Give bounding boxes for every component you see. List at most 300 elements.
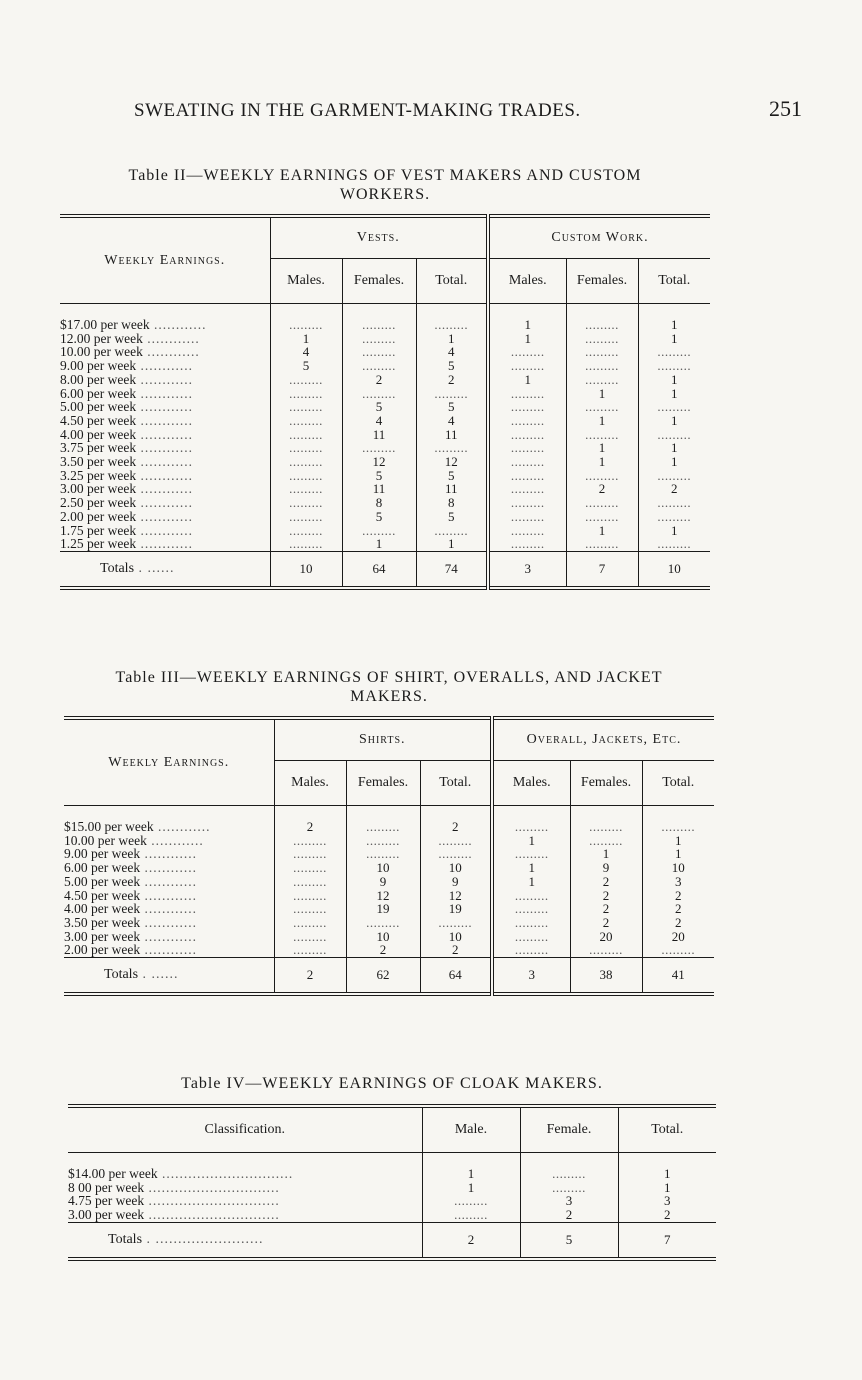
totals-row bbox=[68, 1222, 716, 1259]
table-row bbox=[60, 428, 710, 442]
table-cell: 1 bbox=[492, 861, 570, 875]
table-cell: 1 bbox=[492, 834, 570, 848]
table-cell: ......... bbox=[270, 455, 342, 469]
leader-dots: ............ bbox=[140, 914, 197, 930]
table-cell: ......... bbox=[638, 510, 710, 524]
table-cell: 1 bbox=[416, 332, 488, 346]
table3-caption-line2: MAKERS. bbox=[350, 688, 428, 705]
table-cell: ......... bbox=[570, 943, 642, 957]
spacer-cell bbox=[422, 1153, 520, 1168]
row-label-text: 3.25 per week bbox=[60, 467, 137, 483]
table-cell: 2 bbox=[570, 916, 642, 930]
leader-dots: ............ bbox=[136, 440, 193, 456]
table-cell: ......... bbox=[422, 1194, 520, 1208]
table-cell: 5 bbox=[342, 400, 416, 414]
table-row bbox=[64, 834, 714, 848]
row-label bbox=[60, 414, 270, 428]
table3 bbox=[64, 716, 714, 996]
table-cell: 10 bbox=[346, 930, 420, 944]
spacer-row bbox=[64, 806, 714, 821]
row-label-text: 9.00 per week bbox=[64, 846, 141, 862]
table-cell: ......... bbox=[270, 524, 342, 538]
leader-dots: . ...... bbox=[134, 561, 175, 577]
table-row bbox=[64, 875, 714, 889]
row-label bbox=[60, 441, 270, 455]
table-cell: 10 bbox=[642, 861, 714, 875]
table-cell: ......... bbox=[270, 469, 342, 483]
table4 bbox=[68, 1104, 716, 1261]
row-label bbox=[68, 1194, 422, 1208]
table-cell: 1 bbox=[638, 373, 710, 387]
row-label bbox=[64, 930, 274, 944]
leader-dots: . ........................ bbox=[142, 1231, 264, 1247]
table-cell: ......... bbox=[346, 847, 420, 861]
table-cell: 11 bbox=[416, 428, 488, 442]
row-label bbox=[60, 318, 270, 332]
table-row bbox=[60, 332, 710, 346]
leader-dots: ............ bbox=[136, 371, 193, 387]
leader-dots: ............ bbox=[140, 873, 197, 889]
table-cell: 1 bbox=[422, 1167, 520, 1181]
row-label-text: 4.00 per week bbox=[64, 901, 141, 917]
totals-cell: 2 bbox=[274, 958, 346, 995]
table-cell: 1 bbox=[570, 847, 642, 861]
totals-label-text: Totals bbox=[100, 561, 135, 577]
leader-dots: ............ bbox=[136, 508, 193, 524]
row-label-text: 1.25 per week bbox=[60, 536, 137, 552]
table-cell: 11 bbox=[416, 482, 488, 496]
row-label bbox=[60, 510, 270, 524]
table4-caption bbox=[68, 1074, 716, 1093]
spacer-cell bbox=[342, 304, 416, 319]
table-cell: ......... bbox=[492, 943, 570, 957]
table-cell: 1 bbox=[270, 332, 342, 346]
table-row bbox=[60, 524, 710, 538]
spacer-row bbox=[60, 304, 710, 319]
table3-row-header: Weekly Earnings. bbox=[64, 718, 274, 806]
table-cell: 5 bbox=[342, 510, 416, 524]
leader-dots: ............ bbox=[140, 928, 197, 944]
table-cell: ......... bbox=[270, 318, 342, 332]
running-head: SWEATING IN THE GARMENT-MAKING TRADES. bbox=[134, 100, 581, 121]
table-row bbox=[68, 1208, 716, 1222]
leader-dots: ............ bbox=[140, 942, 197, 958]
row-label-text: 3.00 per week bbox=[64, 928, 141, 944]
table-row bbox=[64, 889, 714, 903]
table2 bbox=[60, 214, 710, 590]
table-row bbox=[68, 1167, 716, 1181]
table-row bbox=[64, 916, 714, 930]
table-cell: 1 bbox=[642, 834, 714, 848]
table-cell: ......... bbox=[342, 345, 416, 359]
table-cell: ......... bbox=[270, 510, 342, 524]
table-cell: ......... bbox=[570, 820, 642, 834]
table-cell: 1 bbox=[566, 387, 638, 401]
table-cell: ......... bbox=[488, 359, 566, 373]
table3-group-overall-jackets: Overall, Jackets, Etc. bbox=[492, 718, 714, 761]
table-cell: ......... bbox=[270, 537, 342, 551]
table-row bbox=[64, 847, 714, 861]
totals-cell: 41 bbox=[642, 958, 714, 995]
table-cell: ......... bbox=[566, 428, 638, 442]
leader-dots: ............ bbox=[136, 522, 193, 538]
table-cell: ......... bbox=[488, 537, 566, 551]
table-cell: 3 bbox=[618, 1194, 716, 1208]
table-cell: 1 bbox=[488, 332, 566, 346]
table-cell: ......... bbox=[488, 414, 566, 428]
table-cell: 1 bbox=[566, 441, 638, 455]
table-cell: 2 bbox=[642, 902, 714, 916]
table-cell: 2 bbox=[416, 373, 488, 387]
table-cell: ......... bbox=[488, 441, 566, 455]
totals-row bbox=[64, 958, 714, 995]
spacer-cell bbox=[488, 304, 566, 319]
table-row bbox=[60, 537, 710, 551]
table-row bbox=[60, 387, 710, 401]
row-label-text: 10.00 per week bbox=[60, 344, 143, 360]
row-label bbox=[64, 847, 274, 861]
row-label-text: 6.00 per week bbox=[60, 385, 137, 401]
table-cell: ......... bbox=[642, 820, 714, 834]
table-cell: ......... bbox=[566, 469, 638, 483]
table-cell: 1 bbox=[638, 387, 710, 401]
row-label-text: $15.00 per week bbox=[64, 819, 154, 834]
table-cell: ......... bbox=[274, 889, 346, 903]
row-label-text: 4.50 per week bbox=[60, 412, 137, 428]
table-cell: ......... bbox=[342, 359, 416, 373]
leader-dots: . ...... bbox=[138, 967, 179, 983]
row-label bbox=[60, 345, 270, 359]
totals-cell: 10 bbox=[638, 551, 710, 588]
table-cell: 1 bbox=[488, 318, 566, 332]
table-cell: ......... bbox=[488, 469, 566, 483]
table4-caption-line1: Table IV—WEEKLY EARNINGS OF CLOAK MAKERS. bbox=[181, 1075, 603, 1092]
table-cell: ......... bbox=[416, 524, 488, 538]
row-label bbox=[68, 1181, 422, 1195]
table-cell: 2 bbox=[566, 482, 638, 496]
row-label-text: 3.50 per week bbox=[60, 454, 137, 470]
table-cell: ......... bbox=[270, 441, 342, 455]
row-label-text: 3.00 per week bbox=[60, 481, 137, 497]
table-cell: 1 bbox=[566, 455, 638, 469]
row-label-text: 1.75 per week bbox=[60, 522, 137, 538]
table-cell: 2 bbox=[420, 943, 492, 957]
spacer-cell bbox=[618, 1153, 716, 1168]
table-cell: ......... bbox=[270, 400, 342, 414]
table-cell: 19 bbox=[420, 902, 492, 916]
table-cell: 1 bbox=[618, 1181, 716, 1195]
table4-col-header: Female. bbox=[520, 1106, 618, 1153]
row-label-text: $17.00 per week bbox=[60, 317, 150, 332]
table-cell: 1 bbox=[488, 373, 566, 387]
table-cell: 20 bbox=[570, 930, 642, 944]
table-cell: 5 bbox=[416, 359, 488, 373]
row-label bbox=[64, 861, 274, 875]
row-label bbox=[64, 834, 274, 848]
table-cell: ......... bbox=[346, 834, 420, 848]
table-cell: ......... bbox=[270, 387, 342, 401]
table-cell: ......... bbox=[488, 455, 566, 469]
row-label bbox=[64, 889, 274, 903]
leader-dots: ............ bbox=[140, 846, 197, 862]
table-cell: 2 bbox=[420, 820, 492, 834]
table2-group-custom-work: Custom Work. bbox=[488, 216, 710, 259]
table-cell: ......... bbox=[342, 332, 416, 346]
table-cell: ......... bbox=[274, 902, 346, 916]
table-cell: ......... bbox=[416, 387, 488, 401]
table-cell: ......... bbox=[270, 482, 342, 496]
spacer-cell bbox=[64, 806, 274, 821]
table-row bbox=[60, 482, 710, 496]
table-cell: ......... bbox=[638, 537, 710, 551]
row-label bbox=[60, 400, 270, 414]
table-cell: ......... bbox=[420, 916, 492, 930]
row-label-text: 10.00 per week bbox=[64, 832, 147, 848]
table-cell: ......... bbox=[274, 943, 346, 957]
row-label-text: 2.00 per week bbox=[60, 508, 137, 524]
table-cell: 1 bbox=[638, 332, 710, 346]
row-label-text: 3.00 per week bbox=[68, 1207, 145, 1223]
leader-dots: ............ bbox=[142, 344, 200, 360]
totals-label-text: Totals bbox=[108, 1231, 143, 1247]
table-cell: 1 bbox=[618, 1167, 716, 1181]
table-cell: ......... bbox=[566, 373, 638, 387]
spacer-cell bbox=[346, 806, 420, 821]
table3-body bbox=[64, 806, 714, 995]
table-cell: 1 bbox=[566, 414, 638, 428]
table-cell: 3 bbox=[642, 875, 714, 889]
table-cell: ......... bbox=[570, 834, 642, 848]
spacer-cell bbox=[274, 806, 346, 821]
table-cell: ......... bbox=[638, 400, 710, 414]
totals-cell: 64 bbox=[420, 958, 492, 995]
row-label bbox=[64, 820, 274, 834]
table2-col-header: Females. bbox=[566, 259, 638, 304]
table2-group-vests: Vests. bbox=[270, 216, 488, 259]
row-label bbox=[60, 482, 270, 496]
totals-cell: 7 bbox=[566, 551, 638, 588]
table2-col-header: Total. bbox=[416, 259, 488, 304]
table-row bbox=[60, 455, 710, 469]
table-cell: ......... bbox=[492, 889, 570, 903]
table-row bbox=[60, 345, 710, 359]
table-cell: ......... bbox=[274, 861, 346, 875]
row-label bbox=[60, 496, 270, 510]
table-cell: 12 bbox=[346, 889, 420, 903]
table-row bbox=[60, 496, 710, 510]
table-cell: 10 bbox=[420, 930, 492, 944]
leader-dots: .............................. bbox=[144, 1179, 280, 1195]
table2-body bbox=[60, 304, 710, 588]
spacer-cell bbox=[270, 304, 342, 319]
spacer-row bbox=[68, 1153, 716, 1168]
table3-col-header: Males. bbox=[274, 761, 346, 806]
row-label bbox=[60, 387, 270, 401]
table-cell: 9 bbox=[420, 875, 492, 889]
table-cell: 2 bbox=[642, 916, 714, 930]
row-label bbox=[60, 455, 270, 469]
table-cell: ......... bbox=[274, 847, 346, 861]
spacer-cell bbox=[520, 1153, 618, 1168]
row-label-text: 6.00 per week bbox=[64, 860, 141, 876]
table-cell: 2 bbox=[638, 482, 710, 496]
table-cell: ......... bbox=[488, 345, 566, 359]
table-cell: 2 bbox=[346, 943, 420, 957]
row-label bbox=[60, 332, 270, 346]
leader-dots: ............ bbox=[136, 454, 193, 470]
table-cell: 4 bbox=[416, 345, 488, 359]
table3-col-header: Total. bbox=[420, 761, 492, 806]
leader-dots: .............................. bbox=[144, 1193, 280, 1209]
totals-cell: 5 bbox=[520, 1222, 618, 1259]
table-row bbox=[64, 820, 714, 834]
leader-dots: ............ bbox=[136, 467, 193, 483]
leader-dots: ............ bbox=[149, 317, 207, 332]
row-label bbox=[60, 359, 270, 373]
table-cell: 4 bbox=[342, 414, 416, 428]
table-cell: ......... bbox=[520, 1181, 618, 1195]
spacer-cell bbox=[570, 806, 642, 821]
table-cell: ......... bbox=[488, 482, 566, 496]
table-cell: ......... bbox=[274, 834, 346, 848]
table-cell: ......... bbox=[566, 510, 638, 524]
table-cell: ......... bbox=[270, 428, 342, 442]
spacer-cell bbox=[416, 304, 488, 319]
spacer-cell bbox=[68, 1153, 422, 1168]
table-cell: 20 bbox=[642, 930, 714, 944]
table-cell: ......... bbox=[342, 441, 416, 455]
table-cell: 5 bbox=[416, 510, 488, 524]
table-row bbox=[64, 902, 714, 916]
row-label-text: 12.00 per week bbox=[60, 330, 143, 346]
spacer-cell bbox=[642, 806, 714, 821]
table-cell: 12 bbox=[342, 455, 416, 469]
totals-cell: 64 bbox=[342, 551, 416, 588]
table3-caption bbox=[64, 668, 714, 706]
table2-col-header: Females. bbox=[342, 259, 416, 304]
table3-col-header: Total. bbox=[642, 761, 714, 806]
table-cell: 2 bbox=[274, 820, 346, 834]
table-cell: ......... bbox=[566, 318, 638, 332]
row-label-text: 3.50 per week bbox=[64, 914, 141, 930]
row-label-text: 9.00 per week bbox=[60, 358, 137, 374]
table-cell: ......... bbox=[420, 847, 492, 861]
table-cell: ......... bbox=[422, 1208, 520, 1222]
table4-col-header: Classification. bbox=[68, 1106, 422, 1153]
leader-dots: ............ bbox=[136, 426, 193, 442]
leader-dots: ............ bbox=[140, 860, 197, 876]
table-cell: 8 bbox=[416, 496, 488, 510]
table2-caption-line1: Table II—WEEKLY EARNINGS OF VEST MAKERS AND CUSTOM bbox=[128, 167, 642, 184]
table-row bbox=[68, 1194, 716, 1208]
table-row bbox=[60, 359, 710, 373]
table-row bbox=[60, 510, 710, 524]
table-cell: ......... bbox=[492, 902, 570, 916]
leader-dots: ............ bbox=[136, 495, 193, 511]
table3-col-header: Males. bbox=[492, 761, 570, 806]
leader-dots: ............ bbox=[142, 330, 200, 346]
row-label-text: 8.00 per week bbox=[60, 371, 137, 387]
table-cell: 12 bbox=[416, 455, 488, 469]
table-cell: ......... bbox=[416, 441, 488, 455]
table3-col-header: Females. bbox=[570, 761, 642, 806]
table-cell: ......... bbox=[488, 428, 566, 442]
totals-label bbox=[64, 958, 274, 995]
table-cell: ......... bbox=[520, 1167, 618, 1181]
table-row bbox=[60, 373, 710, 387]
table-cell: ......... bbox=[642, 943, 714, 957]
leader-dots: ............ bbox=[146, 832, 204, 848]
leader-dots: ............ bbox=[136, 399, 193, 415]
table-cell: 1 bbox=[638, 318, 710, 332]
table-cell: 1 bbox=[422, 1181, 520, 1195]
table-cell: 5 bbox=[416, 469, 488, 483]
page-header bbox=[100, 96, 802, 122]
table-cell: ......... bbox=[566, 496, 638, 510]
table-cell: ......... bbox=[492, 820, 570, 834]
table-cell: 2 bbox=[570, 902, 642, 916]
row-label bbox=[60, 524, 270, 538]
row-label bbox=[68, 1208, 422, 1222]
table-row bbox=[68, 1181, 716, 1195]
leader-dots: ............ bbox=[136, 536, 193, 552]
table-cell: 2 bbox=[618, 1208, 716, 1222]
table-cell: 5 bbox=[416, 400, 488, 414]
totals-cell: 2 bbox=[422, 1222, 520, 1259]
row-label-text: 3.75 per week bbox=[60, 440, 137, 456]
leader-dots: ............ bbox=[136, 358, 193, 374]
table-cell: ......... bbox=[270, 496, 342, 510]
table-cell: 19 bbox=[346, 902, 420, 916]
table-cell: ......... bbox=[274, 930, 346, 944]
totals-label bbox=[68, 1222, 422, 1259]
table-cell: 4 bbox=[270, 345, 342, 359]
table-cell: ......... bbox=[488, 510, 566, 524]
table-row bbox=[60, 318, 710, 332]
table-cell: 1 bbox=[342, 537, 416, 551]
row-label bbox=[60, 373, 270, 387]
table-cell: ......... bbox=[638, 428, 710, 442]
table-row bbox=[64, 930, 714, 944]
table-cell: 9 bbox=[570, 861, 642, 875]
table-cell: 3 bbox=[520, 1194, 618, 1208]
table-cell: ......... bbox=[346, 820, 420, 834]
table-cell: ......... bbox=[270, 414, 342, 428]
table-cell: ......... bbox=[566, 359, 638, 373]
table-cell: 12 bbox=[420, 889, 492, 903]
table-cell: ......... bbox=[274, 875, 346, 889]
table2-col-header: Males. bbox=[270, 259, 342, 304]
spacer-cell bbox=[420, 806, 492, 821]
row-label-text: 4.00 per week bbox=[60, 426, 137, 442]
table-row bbox=[60, 469, 710, 483]
table-cell: 1 bbox=[638, 524, 710, 538]
totals-cell: 74 bbox=[416, 551, 488, 588]
table-cell: 2 bbox=[570, 889, 642, 903]
totals-cell: 38 bbox=[570, 958, 642, 995]
table3-caption-line1: Table III—WEEKLY EARNINGS OF SHIRT, OVERALLS, AND JACKET bbox=[115, 669, 663, 686]
table-cell: 11 bbox=[342, 428, 416, 442]
table-cell: 1 bbox=[492, 875, 570, 889]
table-cell: 2 bbox=[570, 875, 642, 889]
table-row bbox=[60, 400, 710, 414]
table-cell: 10 bbox=[346, 861, 420, 875]
leader-dots: ............ bbox=[140, 901, 197, 917]
table-cell: 4 bbox=[416, 414, 488, 428]
table-cell: ......... bbox=[492, 916, 570, 930]
leader-dots: ............ bbox=[136, 481, 193, 497]
table-cell: 1 bbox=[566, 524, 638, 538]
